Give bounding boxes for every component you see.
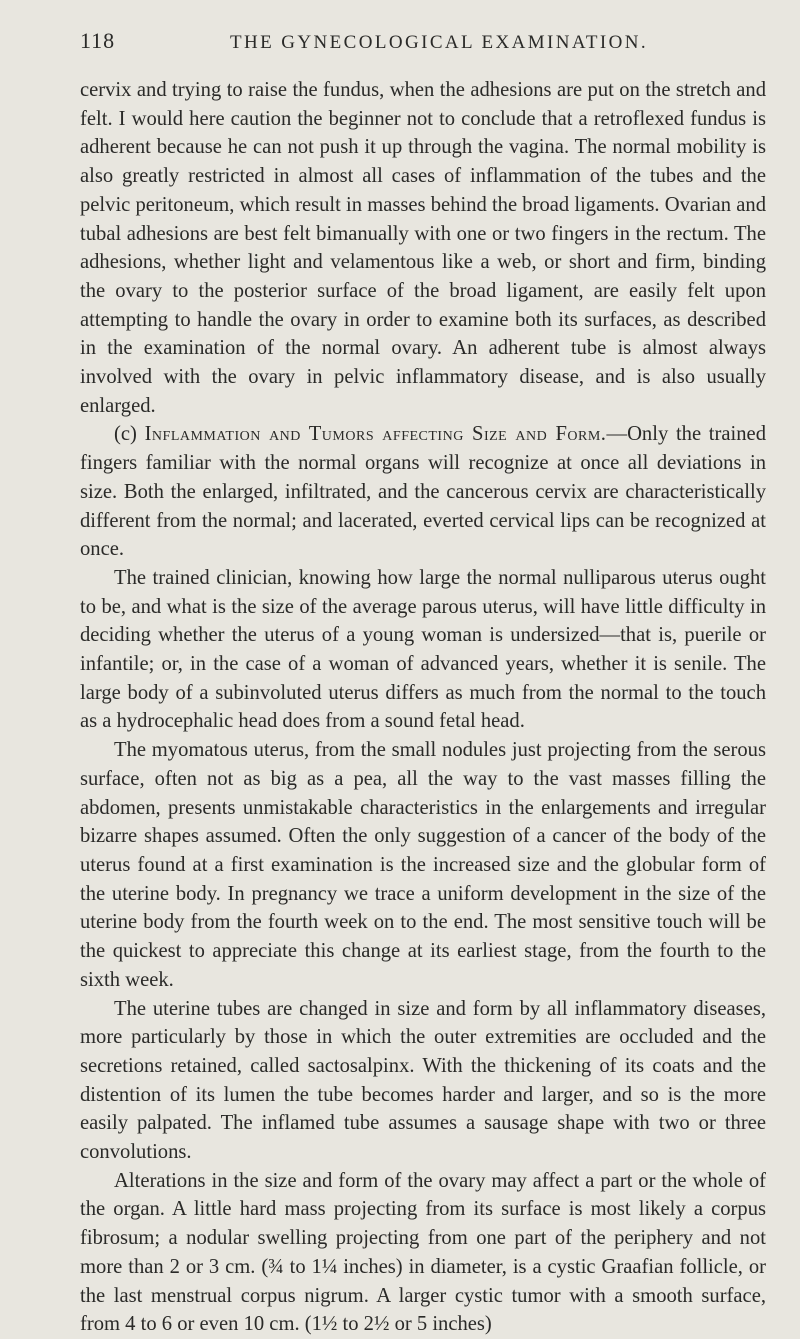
paragraph: The trained clinician, knowing how large the normal nulliparous uterus ought to be, and what is the size of the average parous uterus, will have little difficulty in deciding whether the uterus of a young woman is undersized—that is, puerile or infantile; or, in the case of a woman of advanced years, whether it is senile. The large body of a subinvoluted uterus differs as much from the normal to the touch as a hydrocephalic head does from a sound fetal head. bbox=[80, 566, 766, 733]
paragraph: The uterine tubes are changed in size and form by all inflammatory diseases, more particularly by those in which the outer extremities are occluded and the secretions retained, called sactosalpinx. With the thickening of its coats and the distention of its lumen the tube becomes harder and larger, and so is the more easily palpated. The inflamed tube assumes a sausage shape with two or three convolutions. bbox=[80, 997, 766, 1164]
paragraph-section-c bbox=[80, 420, 766, 564]
paragraph: cervix and trying to raise the fundus, when the adhesions are put on the stretch and felt. I would here caution the beginner not to conclude that a retroflexed fundus is adherent because he can not push it up through the vagina. The normal mobility is also greatly restricted in almost all cases of inflammation of the tubes and the pelvic peritoneum, which result in masses behind the broad ligaments. Ovarian and tubal adhesions are best felt bimanually with one or two fingers in the rectum. The adhesions, whether light and velamentous like a web, or short and firm, binding the ovary to the posterior surface of the broad ligament, are easily felt upon attempting to handle the ovary in order to examine both its surfaces, as described in the examination of the normal ovary. An adherent tube is almost always involved with the ovary in pelvic inflammatory disease, and is also usually enlarged. bbox=[80, 79, 766, 417]
running-head bbox=[80, 28, 766, 62]
section-label: (c) bbox=[114, 423, 137, 446]
body-text bbox=[80, 76, 766, 1339]
paragraph: The myomatous uterus, from the small nodules just projecting from the serous surface, often not as big as a pea, all the way to the vast masses filling the abdomen, presents unmistakable characteristics in the enlargements and irregular bizarre shapes assumed. Often the only suggestion of a cancer of the body of the uterus found at a first examination is the increased size and the globular form of the uterine body. In pregnancy we trace a uniform development in the size of the uterine body from the fourth week on to the end. The most sensitive touch will be the quickest to appreciate this change at its earliest stage, from the fourth to the sixth week. bbox=[80, 739, 766, 991]
running-title: THE GYNECOLOGICAL EXAMINATION. bbox=[230, 32, 648, 53]
section-heading: Inflammation and Tumors affecting Size and Form. bbox=[144, 423, 607, 446]
paragraph: Alterations in the size and form of the ovary may affect a part or the whole of the organ. A little hard mass projecting from its surface is most likely a corpus fibrosum; a nodular swelling projecting from one part of the periphery and not more than 2 or 3 cm. (¾ to 1¼ inches) in diameter, is a cystic Graafian follicle, or the last menstrual corpus nigrum. A larger cystic tumor with a smooth surface, from 4 to 6 or even 10 cm. (1½ to 2½ or 5 inches) bbox=[80, 1169, 766, 1336]
section-text: —Only the trained fingers familiar with the normal organs will recognize at once all deviations in size. Both the enlarged, infiltrated, and the cancerous cervix are characteristically different from the normal; and lacerated, everted cervical lips can be recognized at once. bbox=[80, 423, 766, 561]
page-number: 118 bbox=[80, 28, 116, 53]
